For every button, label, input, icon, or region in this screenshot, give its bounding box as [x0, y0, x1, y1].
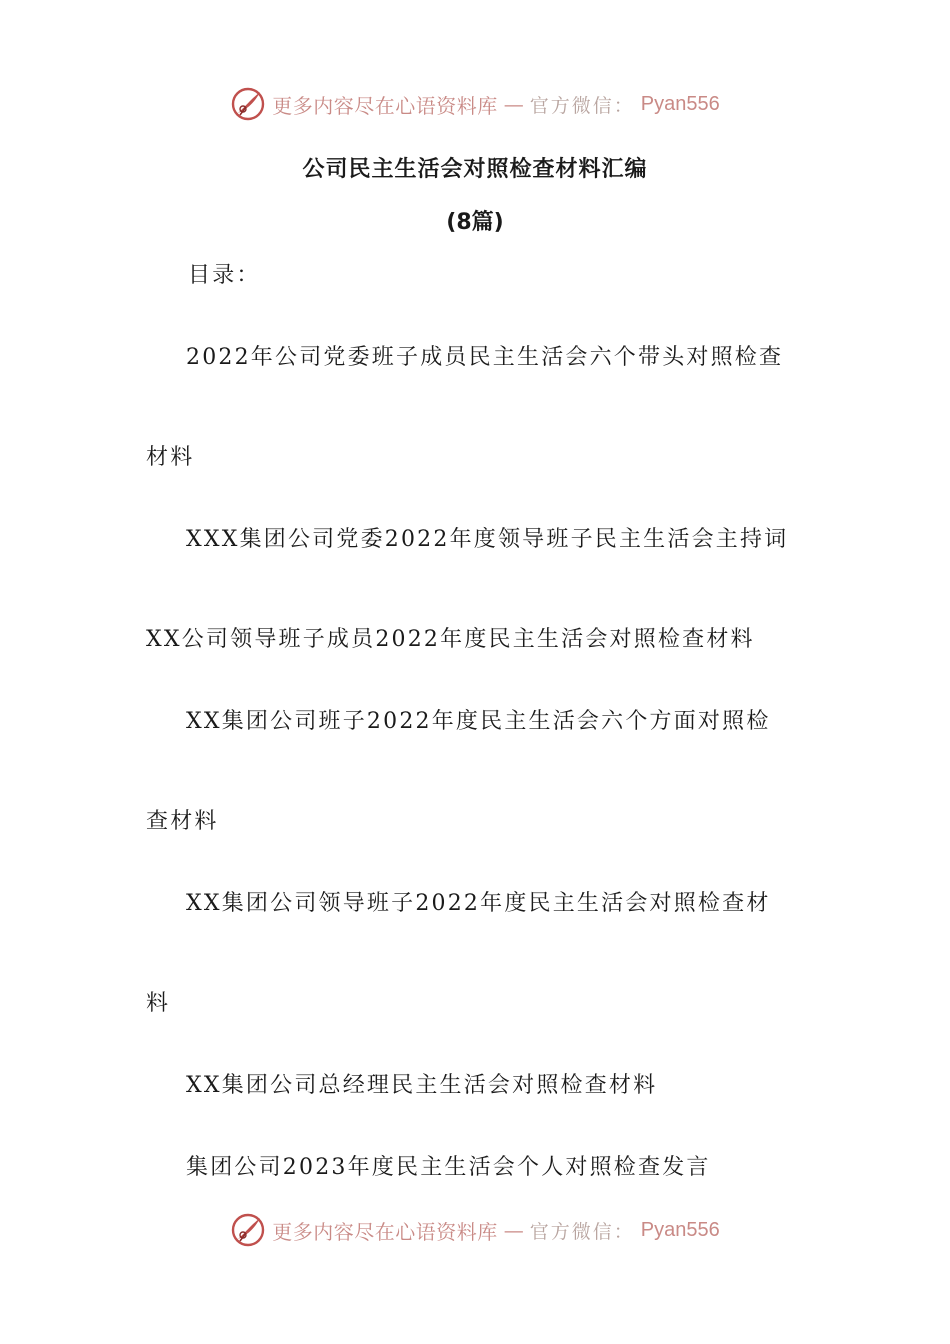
toc-line: XX集团公司领导班子2022年度民主生活会对照检查材	[186, 891, 771, 916]
watermark-separator: —	[503, 92, 524, 116]
watermark-wechat-label: 官方微信：	[529, 1220, 635, 1243]
document-subtitle: (8篇)	[446, 210, 504, 235]
toc-line: XX公司领导班子成员2022年度民主生活会对照检查材料	[146, 627, 755, 652]
watermark-brand-text: 更多内容尽在心语资料库	[272, 93, 498, 118]
toc-line: 查材料	[146, 809, 219, 834]
toc-label: 目录：	[188, 263, 261, 288]
quill-logo-icon	[230, 86, 266, 122]
watermark-separator: —	[503, 1218, 524, 1242]
toc-line: XX集团公司班子2022年度民主生活会六个方面对照检	[186, 709, 771, 734]
watermark-wechat-id: Pyan556	[640, 92, 720, 115]
toc-line: 集团公司2023年度民主生活会个人对照检查发言	[186, 1155, 711, 1180]
watermark-footer	[0, 1208, 950, 1252]
toc-line: XXX集团公司党委2022年度领导班子民主生活会主持词	[186, 527, 789, 552]
watermark-header	[0, 82, 950, 126]
quill-logo-icon	[230, 1212, 266, 1248]
watermark-brand-text: 更多内容尽在心语资料库	[272, 1219, 498, 1244]
watermark-wechat-id: Pyan556	[640, 1218, 720, 1241]
toc-line: XX集团公司总经理民主生活会对照检查材料	[186, 1073, 658, 1098]
toc-line: 2022年公司党委班子成员民主生活会六个带头对照检查	[186, 345, 784, 370]
document-title: 公司民主生活会对照检查材料汇编	[302, 157, 648, 182]
watermark-wechat-label: 官方微信：	[529, 94, 635, 117]
toc-line: 材料	[146, 445, 195, 470]
toc-line: 料	[146, 991, 171, 1016]
